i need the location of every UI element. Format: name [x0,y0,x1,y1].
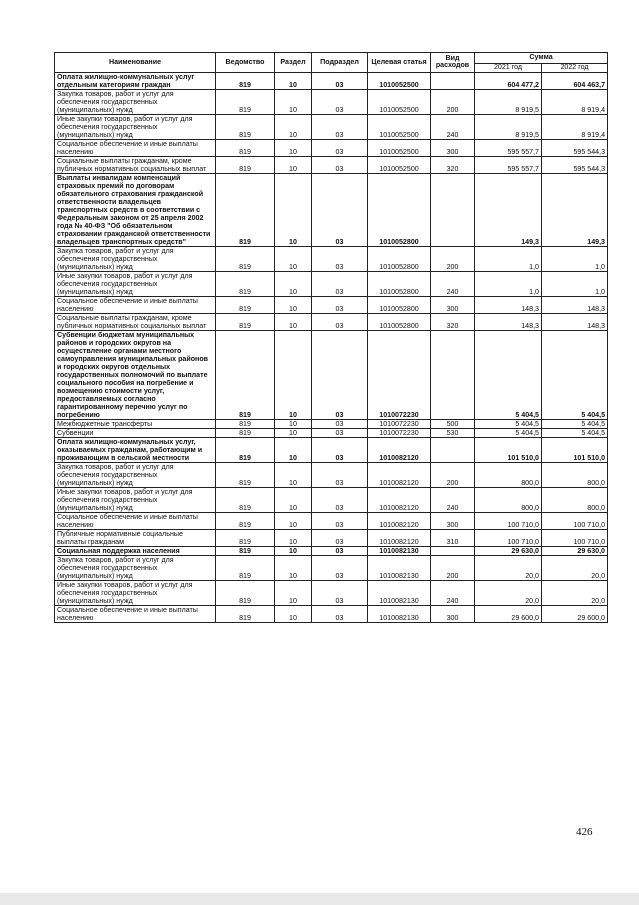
row-section-cell: 10 [275,156,312,173]
row-target-cell: 1010072230 [368,419,431,428]
row-name-cell: Иные закупки товаров, работ и услуг для обеспечения государственных (муниципальных) нужд [55,487,216,512]
row-name-cell: Иные закупки товаров, работ и услуг для обеспечения государственных (муниципальных) нужд [55,114,216,139]
row-section-cell: 10 [275,605,312,622]
row-section-cell: 10 [275,72,312,89]
row-sum-2022-cell: 595 544,3 [542,139,608,156]
row-subsection-cell: 03 [312,296,368,313]
row-section-cell: 10 [275,296,312,313]
row-subsection-cell: 03 [312,529,368,546]
row-subsection-cell: 03 [312,330,368,419]
row-target-cell: 1010052800 [368,313,431,330]
row-sum-2022-cell: 148,3 [542,313,608,330]
row-subsection-cell: 03 [312,173,368,246]
row-expense-cell: 200 [431,555,475,580]
row-department-cell: 819 [216,512,275,529]
row-sum-2021-cell: 604 477,2 [475,72,542,89]
table-row [55,89,608,114]
row-name-cell: Оплата жилищно-коммунальных услуг, оказываемых гражданам, работающим и проживающим в сельской местности [55,437,216,462]
row-sum-2021-cell: 20,0 [475,555,542,580]
row-expense-cell: 530 [431,428,475,437]
row-sum-2021-cell: 1,0 [475,246,542,271]
row-sum-2021-cell: 29 600,0 [475,605,542,622]
row-sum-2022-cell: 101 510,0 [542,437,608,462]
row-department-cell: 819 [216,487,275,512]
row-section-cell: 10 [275,462,312,487]
row-sum-2021-cell: 149,3 [475,173,542,246]
table-row [55,156,608,173]
table-row [55,313,608,330]
row-expense-cell: 300 [431,512,475,529]
row-expense-cell: 200 [431,462,475,487]
header-year-2022: 2022 год [542,64,608,73]
row-target-cell: 1010082120 [368,462,431,487]
row-sum-2022-cell: 604 463,7 [542,72,608,89]
row-subsection-cell: 03 [312,487,368,512]
row-department-cell: 819 [216,555,275,580]
row-subsection-cell: 03 [312,89,368,114]
row-subsection-cell: 03 [312,437,368,462]
table-row [55,462,608,487]
row-subsection-cell: 03 [312,546,368,555]
row-target-cell: 1010082120 [368,437,431,462]
row-section-cell: 10 [275,580,312,605]
row-sum-2022-cell: 8 919,4 [542,114,608,139]
row-section-cell: 10 [275,246,312,271]
row-sum-2021-cell: 1,0 [475,271,542,296]
row-sum-2022-cell: 29 630,0 [542,546,608,555]
row-target-cell: 1010052500 [368,156,431,173]
table-row [55,512,608,529]
row-expense-cell: 310 [431,529,475,546]
row-department-cell: 819 [216,330,275,419]
row-target-cell: 1010082120 [368,529,431,546]
row-sum-2022-cell: 100 710,0 [542,512,608,529]
row-department-cell: 819 [216,246,275,271]
row-sum-2022-cell: 29 600,0 [542,605,608,622]
table-row [55,546,608,555]
row-section-cell: 10 [275,437,312,462]
row-expense-cell: 240 [431,580,475,605]
row-target-cell: 1010072230 [368,428,431,437]
row-name-cell: Закупка товаров, работ и услуг для обеспечения государственных (муниципальных) нужд [55,462,216,487]
table-row [55,487,608,512]
header-section: Раздел [275,53,312,73]
row-sum-2021-cell: 595 557,7 [475,156,542,173]
row-expense-cell [431,437,475,462]
row-department-cell: 819 [216,296,275,313]
row-name-cell: Выплаты инвалидам компенсаций страховых премий по договорам обязательного страхования гражданской ответственности владельцев транспортных средств в соответствии с Федеральным законом от 25 апреля 2002 года № 40-ФЗ "Об обязательном страховании гражданской ответственности владельцев транспортных средств" [55,173,216,246]
row-department-cell: 819 [216,546,275,555]
table-row [55,330,608,419]
row-name-cell: Оплата жилищно-коммунальных услуг отдельным категориям граждан [55,72,216,89]
row-sum-2021-cell: 100 710,0 [475,529,542,546]
row-department-cell: 819 [216,605,275,622]
row-name-cell: Субвенции [55,428,216,437]
row-department-cell: 819 [216,139,275,156]
header-sum: Сумма [475,53,608,64]
row-sum-2021-cell: 20,0 [475,580,542,605]
row-name-cell: Социальные выплаты гражданам, кроме публичных нормативных социальных выплат [55,156,216,173]
row-department-cell: 819 [216,89,275,114]
row-target-cell: 1010072230 [368,330,431,419]
row-expense-cell: 300 [431,139,475,156]
row-name-cell: Иные закупки товаров, работ и услуг для обеспечения государственных (муниципальных) нужд [55,271,216,296]
row-sum-2021-cell: 5 404,5 [475,330,542,419]
header-department: Ведомство [216,53,275,73]
row-expense-cell: 240 [431,114,475,139]
row-sum-2021-cell: 8 919,5 [475,89,542,114]
row-name-cell: Социальные выплаты гражданам, кроме публичных нормативных социальных выплат [55,313,216,330]
row-sum-2022-cell: 5 404,5 [542,419,608,428]
table-row [55,114,608,139]
row-sum-2021-cell: 800,0 [475,462,542,487]
row-expense-cell: 200 [431,89,475,114]
row-department-cell: 819 [216,437,275,462]
row-section-cell: 10 [275,271,312,296]
row-target-cell: 1010082130 [368,580,431,605]
row-target-cell: 1010082120 [368,512,431,529]
row-section-cell: 10 [275,114,312,139]
row-sum-2022-cell: 20,0 [542,555,608,580]
row-expense-cell [431,546,475,555]
row-sum-2022-cell: 5 404,5 [542,330,608,419]
row-subsection-cell: 03 [312,462,368,487]
row-sum-2021-cell: 100 710,0 [475,512,542,529]
row-sum-2021-cell: 800,0 [475,487,542,512]
row-name-cell: Иные закупки товаров, работ и услуг для обеспечения государственных (муниципальных) нужд [55,580,216,605]
table-row [55,419,608,428]
row-sum-2022-cell: 800,0 [542,487,608,512]
row-expense-cell: 240 [431,271,475,296]
row-sum-2022-cell: 800,0 [542,462,608,487]
row-sum-2021-cell: 8 919,5 [475,114,542,139]
row-name-cell: Субвенции бюджетам муниципальных районов и городских округов на осуществление органами местного самоуправления муниципальных районов и городских округов отдельных государственных полномочий по выплате социального пособия на погребение и возмещению стоимости услуг, предоставляемых согласно гарантированному перечню услуг по погребению [55,330,216,419]
row-target-cell: 1010082130 [368,555,431,580]
row-department-cell: 819 [216,271,275,296]
table-header-row [55,53,608,64]
header-subsection: Подраздел [312,53,368,73]
row-department-cell: 819 [216,173,275,246]
table-row [55,555,608,580]
table-row [55,605,608,622]
row-sum-2022-cell: 149,3 [542,173,608,246]
row-expense-cell: 300 [431,296,475,313]
row-expense-cell: 300 [431,605,475,622]
header-target: Целевая статья [368,53,431,73]
row-name-cell: Закупка товаров, работ и услуг для обеспечения государственных (муниципальных) нужд [55,555,216,580]
row-expense-cell: 320 [431,156,475,173]
row-expense-cell [431,72,475,89]
row-sum-2021-cell: 148,3 [475,313,542,330]
row-subsection-cell: 03 [312,555,368,580]
row-expense-cell [431,173,475,246]
row-target-cell: 1010052800 [368,246,431,271]
row-section-cell: 10 [275,139,312,156]
row-subsection-cell: 03 [312,114,368,139]
row-department-cell: 819 [216,428,275,437]
row-subsection-cell: 03 [312,72,368,89]
row-expense-cell: 240 [431,487,475,512]
table-row [55,271,608,296]
row-target-cell: 1010052500 [368,139,431,156]
row-section-cell: 10 [275,529,312,546]
row-name-cell: Социальная поддержка населения [55,546,216,555]
row-name-cell: Социальное обеспечение и иные выплаты населению [55,296,216,313]
row-section-cell: 10 [275,313,312,330]
table-row [55,428,608,437]
row-expense-cell: 320 [431,313,475,330]
row-target-cell: 1010052800 [368,296,431,313]
row-target-cell: 1010082130 [368,546,431,555]
row-name-cell: Межбюджетные трансферты [55,419,216,428]
row-department-cell: 819 [216,462,275,487]
table-row [55,437,608,462]
table-row [55,580,608,605]
row-sum-2022-cell: 20,0 [542,580,608,605]
row-sum-2021-cell: 5 404,5 [475,419,542,428]
row-sum-2022-cell: 595 544,3 [542,156,608,173]
row-section-cell: 10 [275,89,312,114]
row-subsection-cell: 03 [312,246,368,271]
row-subsection-cell: 03 [312,580,368,605]
row-name-cell: Закупка товаров, работ и услуг для обеспечения государственных (муниципальных) нужд [55,89,216,114]
table-row [55,139,608,156]
row-department-cell: 819 [216,419,275,428]
row-subsection-cell: 03 [312,271,368,296]
row-target-cell: 1010052800 [368,271,431,296]
row-subsection-cell: 03 [312,139,368,156]
row-department-cell: 819 [216,156,275,173]
header-name: Наименование [55,53,216,73]
row-section-cell: 10 [275,512,312,529]
row-subsection-cell: 03 [312,313,368,330]
table-row [55,246,608,271]
row-target-cell: 1010052800 [368,173,431,246]
row-sum-2021-cell: 101 510,0 [475,437,542,462]
row-target-cell: 1010052500 [368,89,431,114]
row-sum-2022-cell: 148,3 [542,296,608,313]
row-subsection-cell: 03 [312,605,368,622]
row-expense-cell: 500 [431,419,475,428]
row-department-cell: 819 [216,580,275,605]
row-department-cell: 819 [216,72,275,89]
row-section-cell: 10 [275,487,312,512]
row-name-cell: Социальное обеспечение и иные выплаты населению [55,139,216,156]
row-subsection-cell: 03 [312,512,368,529]
table-row [55,173,608,246]
row-target-cell: 1010052500 [368,114,431,139]
row-expense-cell: 200 [431,246,475,271]
row-name-cell: Социальное обеспечение и иные выплаты населению [55,512,216,529]
row-sum-2021-cell: 29 630,0 [475,546,542,555]
table-row [55,72,608,89]
header-year-2021: 2021 год [475,64,542,73]
row-department-cell: 819 [216,114,275,139]
row-section-cell: 10 [275,173,312,246]
row-subsection-cell: 03 [312,156,368,173]
row-section-cell: 10 [275,546,312,555]
bottom-strip [0,893,639,905]
row-department-cell: 819 [216,529,275,546]
row-section-cell: 10 [275,555,312,580]
row-subsection-cell: 03 [312,428,368,437]
row-section-cell: 10 [275,428,312,437]
row-sum-2021-cell: 595 557,7 [475,139,542,156]
row-sum-2022-cell: 1,0 [542,246,608,271]
row-sum-2022-cell: 100 710,0 [542,529,608,546]
table-body [55,72,608,622]
row-target-cell: 1010052500 [368,72,431,89]
row-sum-2022-cell: 1,0 [542,271,608,296]
row-sum-2021-cell: 148,3 [475,296,542,313]
row-section-cell: 10 [275,330,312,419]
budget-table [54,52,608,623]
page-number: 426 [576,826,593,838]
header-expense-type: Вид расходов [431,53,475,73]
row-sum-2021-cell: 5 404,5 [475,428,542,437]
row-subsection-cell: 03 [312,419,368,428]
table-row [55,529,608,546]
row-section-cell: 10 [275,419,312,428]
row-department-cell: 819 [216,313,275,330]
row-name-cell: Закупка товаров, работ и услуг для обеспечения государственных (муниципальных) нужд [55,246,216,271]
table-row [55,296,608,313]
row-sum-2022-cell: 8 919,4 [542,89,608,114]
row-expense-cell [431,330,475,419]
row-name-cell: Публичные нормативные социальные выплаты гражданам [55,529,216,546]
row-sum-2022-cell: 5 404,5 [542,428,608,437]
row-name-cell: Социальное обеспечение и иные выплаты населению [55,605,216,622]
row-target-cell: 1010082120 [368,487,431,512]
row-target-cell: 1010082130 [368,605,431,622]
